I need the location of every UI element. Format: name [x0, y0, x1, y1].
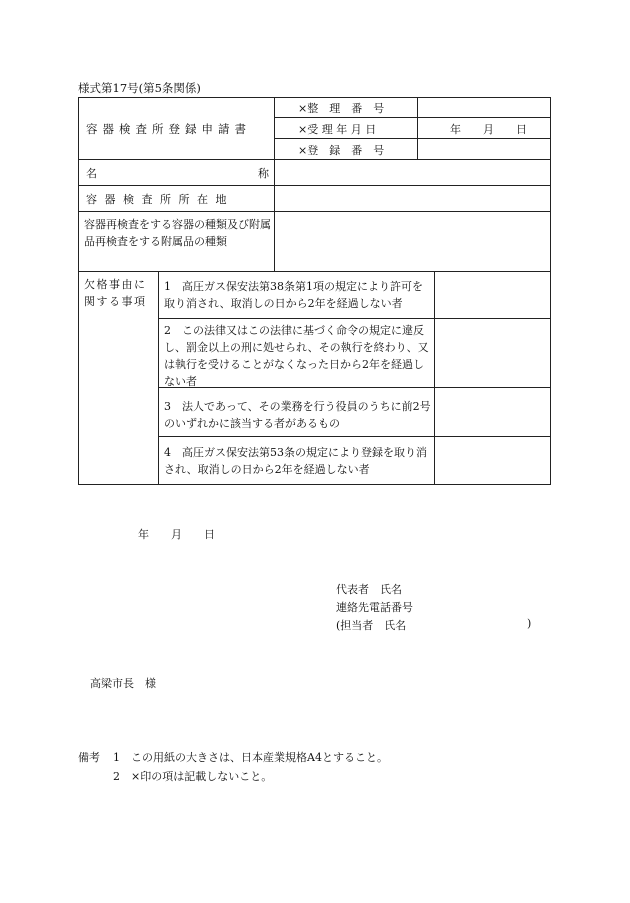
person-in-charge-label: (担当者 氏名 [336, 619, 407, 632]
row-line-location [78, 185, 550, 186]
table-border-top [78, 97, 550, 98]
header-divider-1 [274, 97, 275, 271]
types-label: 容器再検査をする容器の種類及び附属品再検査をする附属品の種類 [84, 218, 271, 248]
name-label-right: 称 [258, 167, 269, 180]
table-border-right [550, 97, 551, 485]
representative-name-label: 代表者 氏名 [336, 583, 402, 596]
application-date: 年 月 日 [138, 528, 215, 541]
person-in-charge-close: ) [527, 617, 532, 630]
notes-heading: 備考 [78, 751, 100, 764]
name-label-left: 名 [86, 167, 97, 180]
office-field-label-1: ×整 理 番 号 [298, 102, 385, 115]
contact-phone-label: 連絡先電話番号 [336, 601, 413, 614]
table-border-left [78, 97, 79, 485]
row-line-name [78, 159, 550, 160]
disqual-item-line-1 [158, 318, 550, 319]
disqual-item-1: 1 高圧ガス保安法第38条第1項の規定により許可を取り消され、取消しの日から2年を経過しない者 [164, 280, 423, 310]
disqual-divider-1 [158, 271, 159, 485]
office-row-line-2 [274, 138, 550, 139]
note-item-1: 1 この用紙の大きさは、日本産業規格A4とすること。 [113, 751, 388, 764]
note-item-2: 2 ×印の項は記載しないこと。 [113, 770, 273, 783]
office-field-label-2: ×受 理 年 月 日 [298, 123, 377, 136]
row-line-types [78, 211, 550, 212]
header-divider-2 [417, 97, 418, 159]
form-number: 様式第17号(第5条関係) [78, 81, 201, 95]
disqual-item-4: 4 高圧ガス保安法第53条の規定により登録を取り消され、取消しの日から2年を経過しない者 [164, 446, 427, 476]
form-title: 容器検査所登録申請書 [86, 122, 251, 136]
disqual-label: 欠格事由に関する事項 [84, 278, 147, 308]
row-line-disqual [78, 271, 550, 272]
disqual-divider-2 [434, 271, 435, 485]
disqual-item-line-3 [158, 436, 550, 437]
office-field-label-3: ×登 録 番 号 [298, 144, 385, 157]
addressee: 高梁市長 様 [90, 677, 156, 690]
location-label: 容器検査所所在地 [86, 193, 234, 206]
table-border-bottom [78, 484, 550, 485]
disqual-item-3: 3 法人であって、その業務を行う役員のうちに前2号のいずれかに該当する者があるもの [164, 400, 431, 430]
disqual-item-2: 2 この法律又はこの法律に基づく命令の規定に違反し、罰金以上の刑に処せられ、その執行を終わり、又は執行を受けることがなくなった日から2年を経過しない者 [164, 324, 429, 388]
office-row-line-1 [274, 117, 550, 118]
office-field-value-2[interactable]: 年 月 日 [450, 123, 527, 136]
